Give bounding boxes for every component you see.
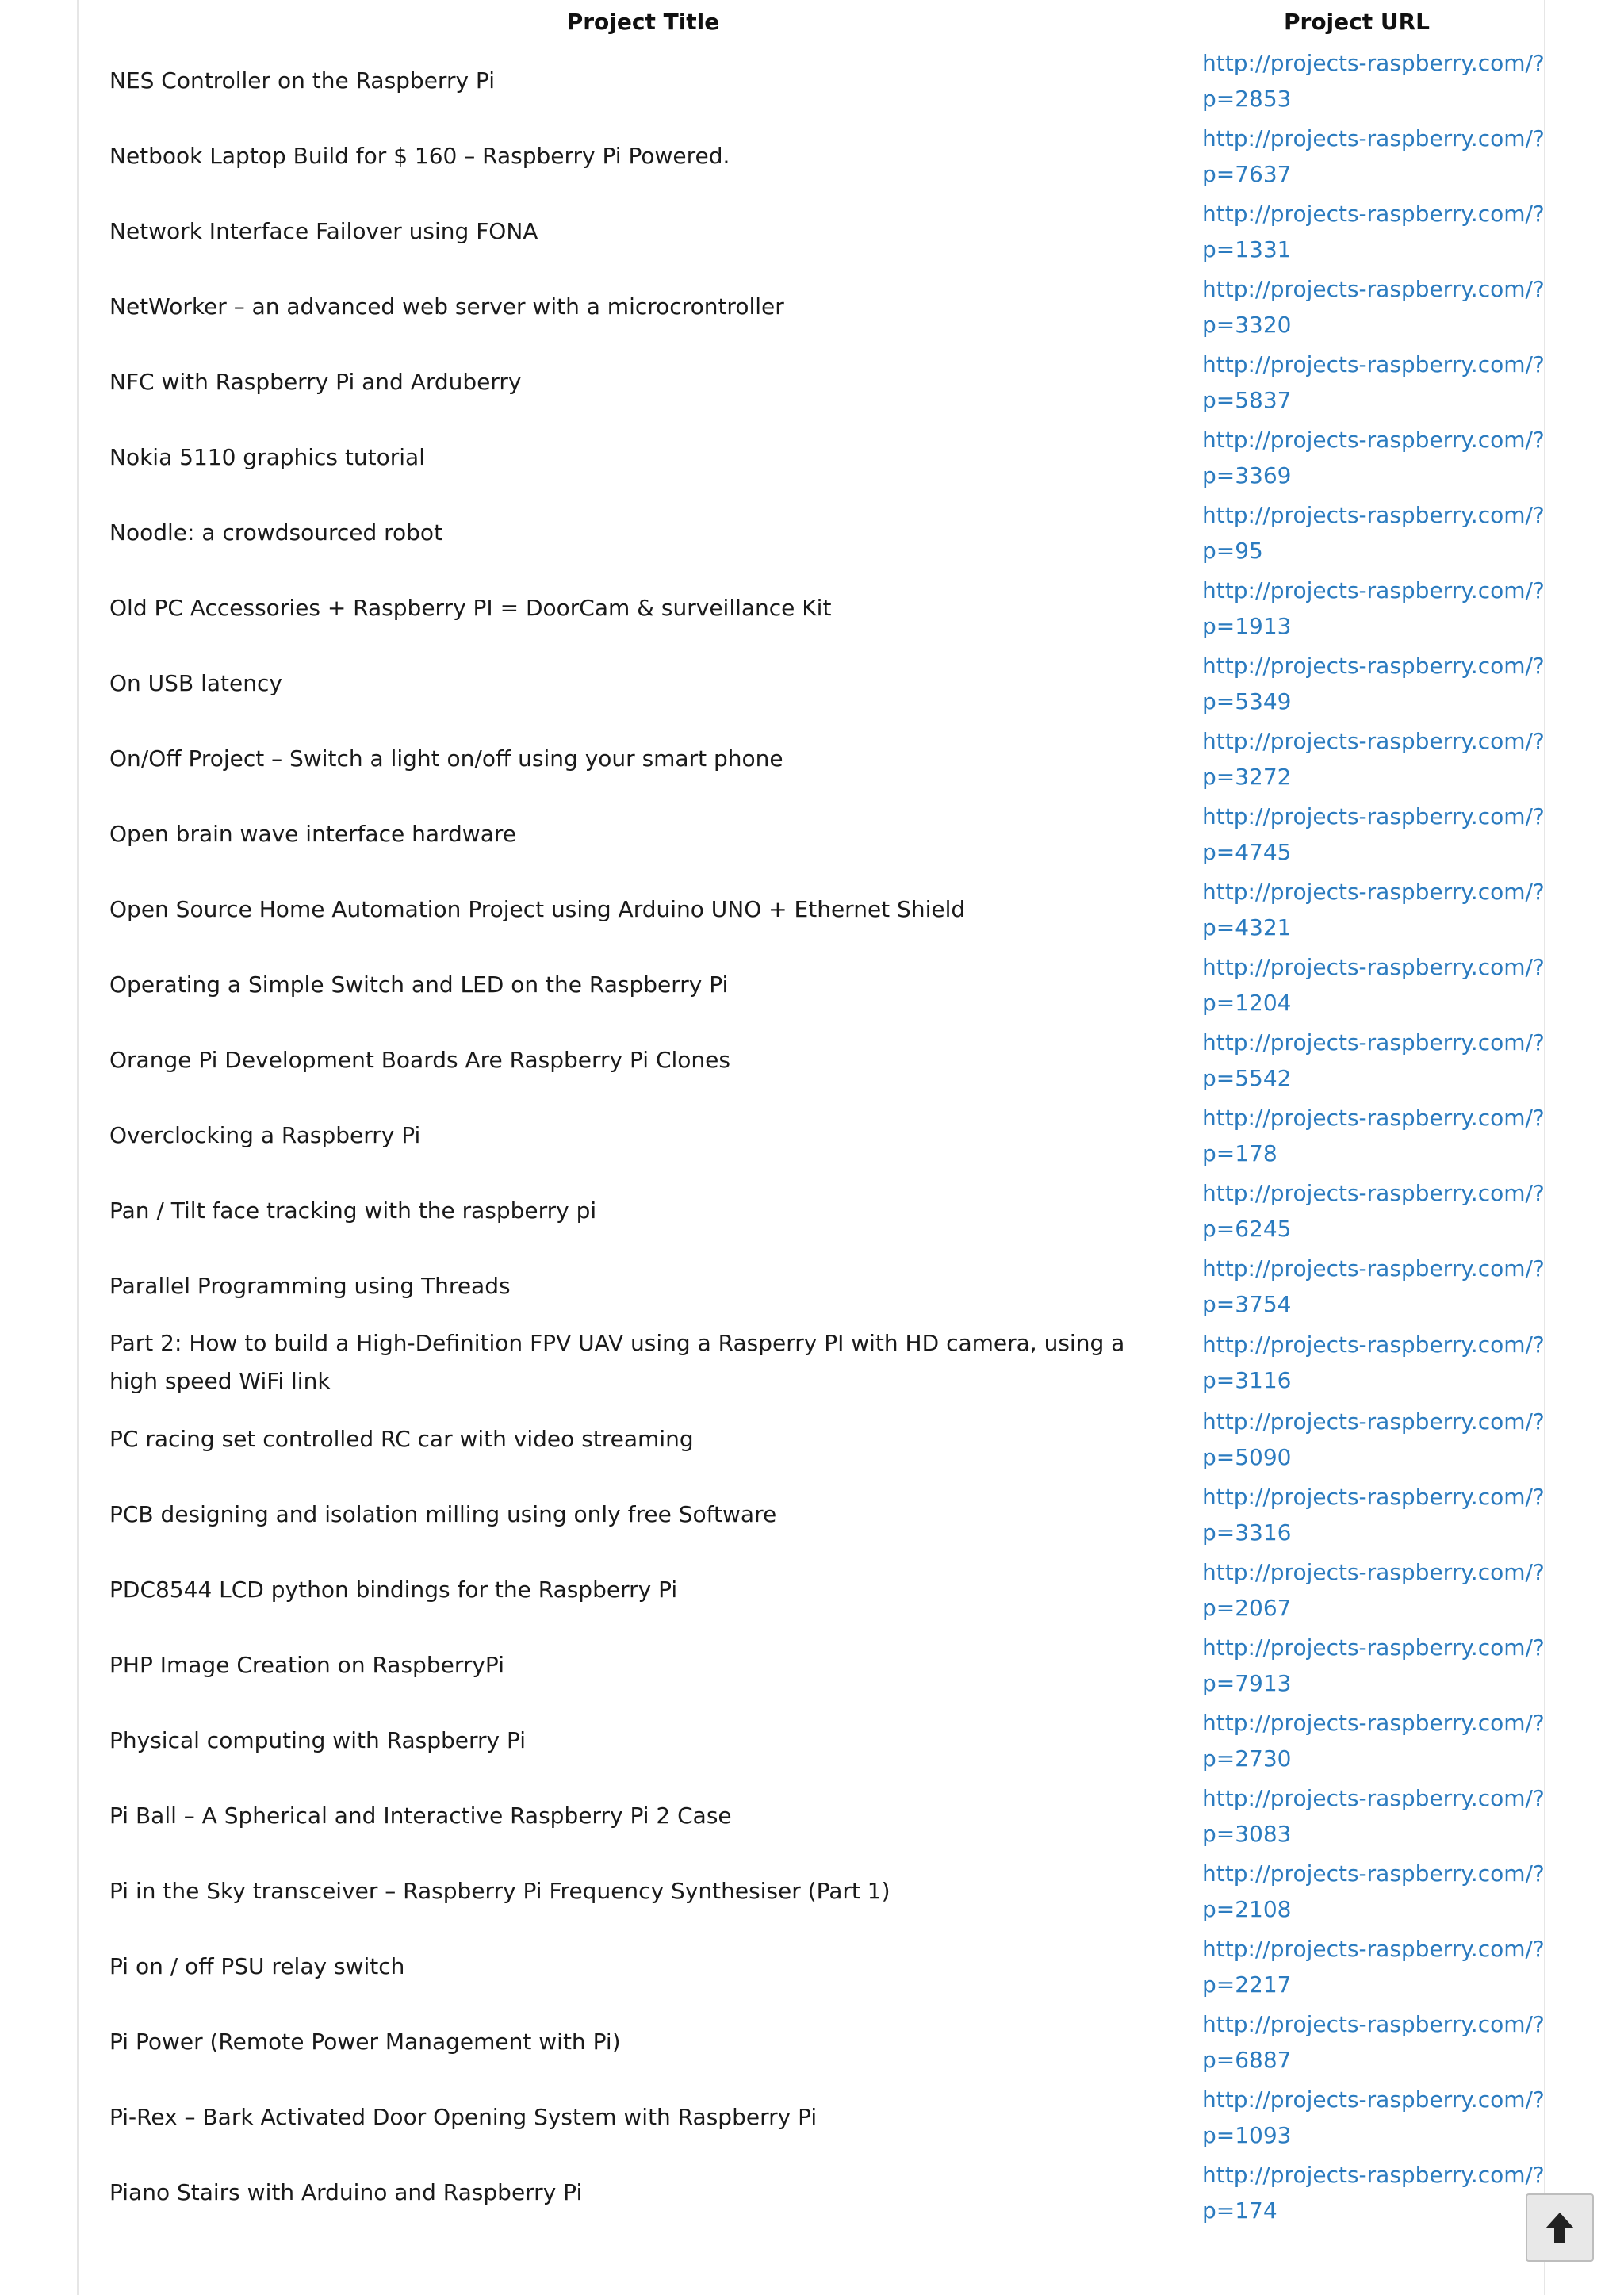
project-title-cell: Netbook Laptop Build for $ 160 – Raspberry Pi Powered. (109, 142, 730, 169)
project-url-link[interactable]: http://projects-raspberry.com/? (1202, 49, 1545, 76)
project-url-cell (1189, 118, 1545, 193)
project-title-cell: NetWorker – an advanced web server with a microcrontroller (109, 293, 784, 320)
project-url-link-param[interactable]: p=3320 (1202, 311, 1292, 338)
table-row (97, 1853, 1524, 1929)
project-title-cell: Parallel Programming using Threads (109, 1272, 511, 1299)
project-title-cell: Open Source Home Automation Project using Arduino UNO + Ethernet Shield (109, 895, 966, 922)
table-row (97, 269, 1524, 344)
table-row (97, 1778, 1524, 1853)
project-url-link-param[interactable]: p=2730 (1202, 1745, 1292, 1772)
project-url-cell (1189, 796, 1545, 872)
project-title-cell: Nokia 5110 graphics tutorial (109, 443, 425, 470)
project-url-link-param[interactable]: p=3116 (1202, 1367, 1292, 1393)
project-title-cell: Operating a Simple Switch and LED on the Raspberry Pi (109, 971, 729, 998)
project-title-cell: Old PC Accessories + Raspberry PI = DoorCam & surveillance Kit (109, 594, 832, 621)
project-url-cell (1189, 1098, 1545, 1173)
project-url-cell (1189, 947, 1545, 1022)
project-title-cell: PDC8544 LCD python bindings for the Raspberry Pi (109, 1576, 678, 1603)
project-url-link-param[interactable]: p=6245 (1202, 1215, 1292, 1242)
project-url-cell (1189, 1703, 1545, 1778)
table-row (97, 495, 1524, 570)
project-url-cell (1189, 1022, 1545, 1098)
project-url-link[interactable]: http://projects-raspberry.com/? (1202, 1709, 1545, 1736)
project-url-cell (1189, 1853, 1545, 1929)
project-url-link-param[interactable]: p=5542 (1202, 1064, 1292, 1091)
table-row (97, 344, 1524, 420)
project-title-cell: Open brain wave interface hardware (109, 820, 516, 847)
project-url-link[interactable]: http://projects-raspberry.com/? (1202, 501, 1545, 528)
project-title-cell: Pi on / off PSU relay switch (109, 1952, 405, 1979)
arrow-up-icon (1544, 2211, 1576, 2244)
table-row (97, 1703, 1524, 1778)
table-row (97, 43, 1524, 118)
table-row (97, 1324, 1524, 1401)
project-url-link[interactable]: http://projects-raspberry.com/? (1202, 1558, 1545, 1585)
project-url-cell (1189, 2004, 1545, 2079)
projects-table (97, 0, 1545, 2230)
project-url-link[interactable]: http://projects-raspberry.com/? (1202, 1104, 1545, 1131)
project-title-cell: Piano Stairs with Arduino and Raspberry Pi (109, 2178, 583, 2205)
project-title-cell: Orange Pi Development Boards Are Raspberry Pi Clones (109, 1046, 730, 1073)
project-url-link-param[interactable]: p=3754 (1202, 1290, 1292, 1317)
header-project-title: Project Title (566, 8, 720, 35)
project-url-link[interactable]: http://projects-raspberry.com/? (1202, 803, 1545, 829)
project-title-cell: On/Off Project – Switch a light on/off using your smart phone (109, 745, 783, 772)
table-row (97, 1098, 1524, 1173)
project-url-link-param[interactable]: p=5837 (1202, 386, 1292, 413)
project-url-cell (1189, 1324, 1545, 1401)
table-row (97, 2004, 1524, 2079)
table-row (97, 947, 1524, 1022)
project-url-cell (1189, 269, 1545, 344)
table-row (97, 1173, 1524, 1248)
table-row (97, 1022, 1524, 1098)
project-title-cell: PHP Image Creation on RaspberryPi (109, 1651, 504, 1678)
table-row (97, 796, 1524, 872)
table-row (97, 1627, 1524, 1703)
project-url-link[interactable]: http://projects-raspberry.com/? (1202, 1634, 1545, 1661)
project-url-link-param[interactable]: p=174 (1202, 2197, 1277, 2224)
project-url-link[interactable]: http://projects-raspberry.com/? (1202, 1935, 1545, 1962)
project-title-cell: NES Controller on the Raspberry Pi (109, 67, 495, 94)
project-title-cell: Pi Ball – A Spherical and Interactive Raspberry Pi 2 Case (109, 1802, 732, 1829)
project-url-link-param[interactable]: p=7637 (1202, 160, 1292, 187)
project-url-link-param[interactable]: p=1204 (1202, 989, 1292, 1016)
project-title-cell: Pi Power (Remote Power Management with Pi) (109, 2028, 621, 2055)
project-url-cell (1189, 495, 1545, 570)
table-row (97, 1552, 1524, 1627)
project-title-cell: Pan / Tilt face tracking with the raspberry pi (109, 1197, 597, 1224)
project-url-link[interactable]: http://projects-raspberry.com/? (1202, 351, 1545, 377)
project-title-cell: PC racing set controlled RC car with video streaming (109, 1425, 694, 1452)
project-title-cell: Overclocking a Raspberry Pi (109, 1121, 421, 1148)
project-url-link-param[interactable]: p=2853 (1202, 85, 1292, 112)
project-url-link[interactable]: http://projects-raspberry.com/? (1202, 1179, 1545, 1206)
project-url-link-param[interactable]: p=4745 (1202, 838, 1292, 865)
project-url-link[interactable]: http://projects-raspberry.com/? (1202, 1408, 1545, 1435)
project-url-cell (1189, 1173, 1545, 1248)
project-title-cell: On USB latency (109, 669, 282, 696)
table-row (97, 420, 1524, 495)
table-body (97, 43, 1545, 2230)
table-row (97, 1929, 1524, 2004)
project-url-cell (1189, 646, 1545, 721)
project-url-link[interactable]: http://projects-raspberry.com/? (1202, 1029, 1545, 1056)
project-url-cell (1189, 420, 1545, 495)
project-url-cell (1189, 344, 1545, 420)
table-row (97, 1401, 1524, 1477)
table-row (97, 1248, 1524, 1324)
project-url-link-param[interactable]: p=5090 (1202, 1443, 1292, 1470)
project-url-link-param[interactable]: p=178 (1202, 1140, 1277, 1167)
project-title-cell: Noodle: a crowdsourced robot (109, 519, 443, 546)
table-row (97, 570, 1524, 646)
project-url-cell (1189, 1778, 1545, 1853)
project-url-link[interactable]: http://projects-raspberry.com/? (1202, 1483, 1545, 1510)
project-url-cell (1189, 1552, 1545, 1627)
project-url-link[interactable]: http://projects-raspberry.com/? (1202, 2161, 1545, 2188)
project-title-cell: Pi-Rex – Bark Activated Door Opening System with Raspberry Pi (109, 2103, 818, 2130)
table-row (97, 646, 1524, 721)
project-title-cell: NFC with Raspberry Pi and Arduberry (109, 368, 522, 395)
project-url-cell (1189, 2079, 1545, 2155)
project-url-link[interactable]: http://projects-raspberry.com/? (1202, 125, 1545, 151)
table-row (97, 721, 1524, 796)
table-row (97, 872, 1524, 947)
back-to-top-button[interactable] (1526, 2193, 1594, 2262)
project-url-link-param[interactable]: p=6887 (1202, 2046, 1292, 2073)
project-url-link-param[interactable]: p=1913 (1202, 612, 1292, 639)
project-url-link[interactable]: http://projects-raspberry.com/? (1202, 1331, 1545, 1358)
project-title-cell: Pi in the Sky transceiver – Raspberry Pi Frequency Synthesiser (Part 1) (109, 1877, 891, 1904)
project-url-link[interactable]: http://projects-raspberry.com/? (1202, 953, 1545, 980)
project-url-link-param[interactable]: p=3083 (1202, 1820, 1292, 1847)
header-project-url: Project URL (1283, 8, 1431, 35)
project-title-cell: PCB designing and isolation milling using only free Software (109, 1500, 777, 1527)
table-row (97, 193, 1524, 269)
project-url-link-param[interactable]: p=1331 (1202, 236, 1292, 262)
project-title-cell: Network Interface Failover using FONA (109, 217, 538, 244)
project-url-cell (1189, 1401, 1545, 1477)
project-url-cell (1189, 1477, 1545, 1552)
project-url-link[interactable]: http://projects-raspberry.com/? (1202, 652, 1545, 679)
project-url-cell (1189, 2155, 1545, 2230)
project-url-link[interactable]: http://projects-raspberry.com/? (1202, 878, 1545, 905)
project-url-link-param[interactable]: p=2067 (1202, 1594, 1292, 1621)
project-url-link[interactable]: http://projects-raspberry.com/? (1202, 426, 1545, 453)
table-row (97, 1477, 1524, 1552)
project-url-cell (1189, 43, 1545, 118)
project-url-cell (1189, 193, 1545, 269)
project-url-link-param[interactable]: p=7913 (1202, 1669, 1292, 1696)
project-url-link-param[interactable]: p=3272 (1202, 763, 1292, 790)
table-row (97, 2155, 1524, 2230)
project-url-link-param[interactable]: p=3369 (1202, 462, 1292, 489)
project-url-link[interactable]: http://projects-raspberry.com/? (1202, 200, 1545, 227)
project-url-link-param[interactable]: p=4321 (1202, 914, 1292, 941)
project-url-link-param[interactable]: p=2108 (1202, 1895, 1292, 1922)
project-title-cell: Physical computing with Raspberry Pi (109, 1726, 527, 1753)
project-url-cell (1189, 1627, 1545, 1703)
project-url-link[interactable]: http://projects-raspberry.com/? (1202, 1784, 1545, 1811)
project-url-link[interactable]: http://projects-raspberry.com/? (1202, 2086, 1545, 2113)
project-url-cell (1189, 1248, 1545, 1324)
project-url-link[interactable]: http://projects-raspberry.com/? (1202, 275, 1545, 302)
project-url-link[interactable]: http://projects-raspberry.com/? (1202, 577, 1545, 603)
project-url-cell (1189, 721, 1545, 796)
project-url-link[interactable]: http://projects-raspberry.com/? (1202, 1255, 1545, 1282)
project-url-cell (1189, 872, 1545, 947)
project-url-link-param[interactable]: p=3316 (1202, 1519, 1292, 1546)
table-row (97, 118, 1524, 193)
project-url-cell (1189, 570, 1545, 646)
project-url-link[interactable]: http://projects-raspberry.com/? (1202, 2010, 1545, 2037)
project-url-link[interactable]: http://projects-raspberry.com/? (1202, 727, 1545, 754)
project-url-link-param[interactable]: p=1093 (1202, 2121, 1292, 2148)
project-title-cell: Part 2: How to build a High-Definition FPV UAV using a Rasperry PI with HD camera, using a high speed WiFi link (109, 1330, 1125, 1394)
project-url-link-param[interactable]: p=95 (1202, 537, 1263, 564)
project-url-link[interactable]: http://projects-raspberry.com/? (1202, 1860, 1545, 1887)
project-url-link-param[interactable]: p=2217 (1202, 1971, 1292, 1998)
project-url-link-param[interactable]: p=5349 (1202, 688, 1292, 715)
table-row (97, 2079, 1524, 2155)
project-url-cell (1189, 1929, 1545, 2004)
table-header-row (97, 0, 1524, 43)
